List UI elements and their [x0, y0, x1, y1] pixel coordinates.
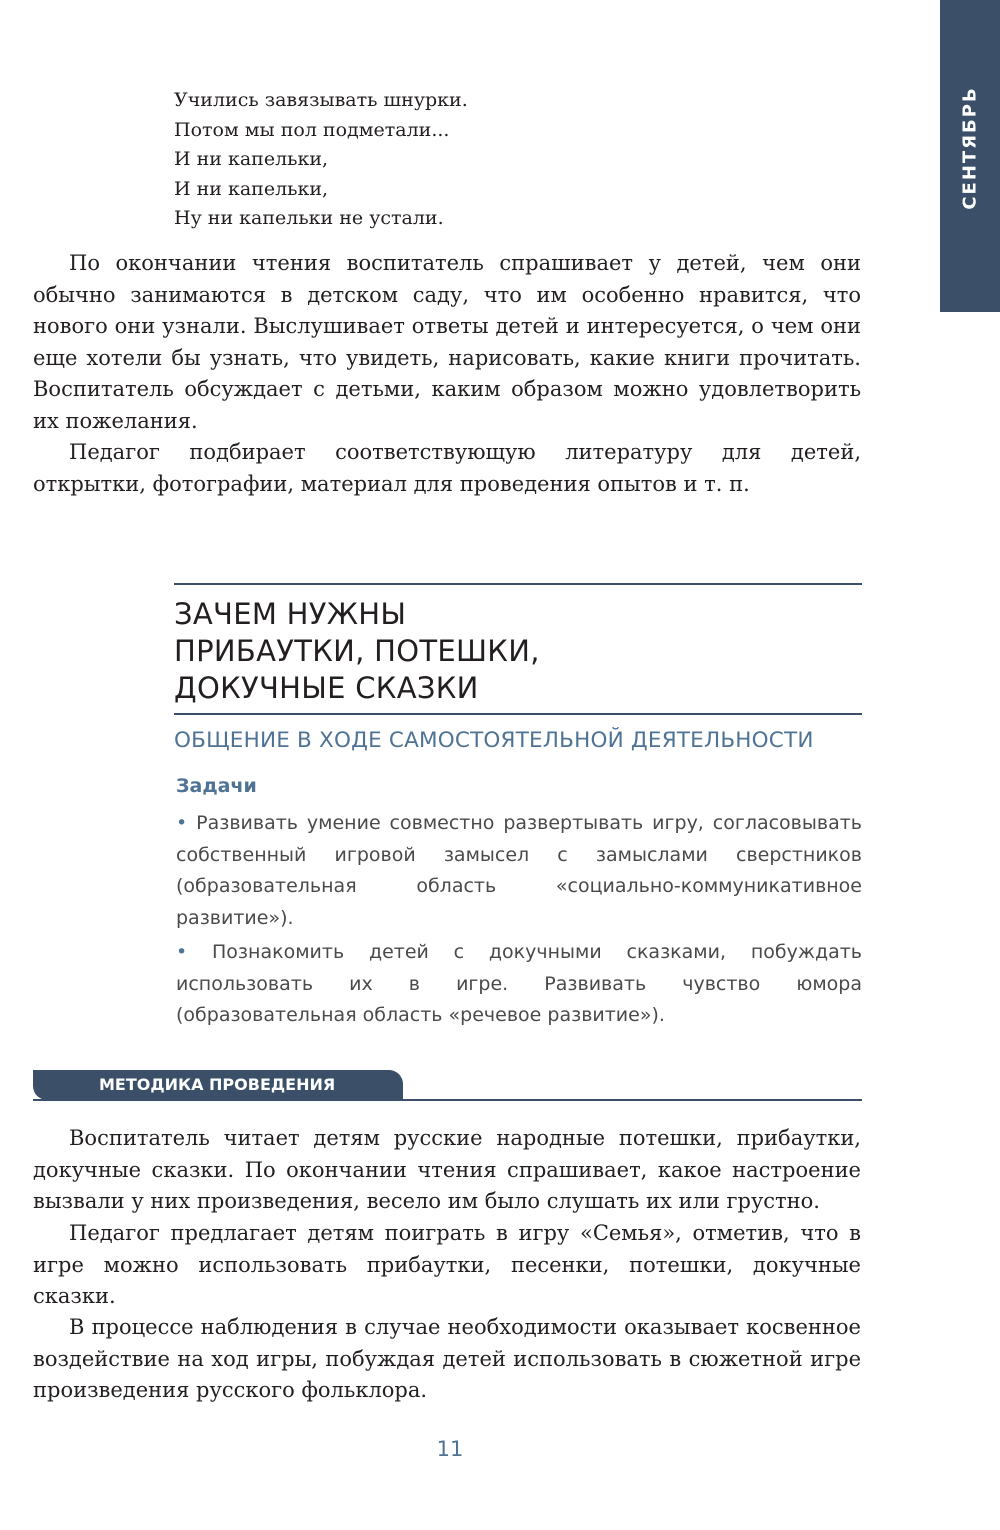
section-title-line: ДОКУЧНЫЕ СКАЗКИ — [174, 671, 479, 705]
section-title-line: ЗАЧЕМ НУЖНЫ — [174, 597, 407, 631]
poem-line: И ни капельки, — [174, 177, 329, 200]
method-heading-bar — [33, 1070, 403, 1100]
section-title-line: ПРИБАУТКИ, ПОТЕШКИ, — [174, 634, 540, 668]
section-subtitle: ОБЩЕНИЕ В ХОДЕ САМОСТОЯТЕЛЬНОЙ ДЕЯТЕЛЬНОСТИ — [174, 728, 814, 753]
method-paragraph: Педагог предлагает детям поиграть в игру «Семья», отметив, что в игре можно использовать прибаутки, песенки, потешки, докучные сказки. — [33, 1221, 861, 1308]
poem-line: Потом мы пол подметали... — [174, 118, 450, 141]
month-tab-label-wrap — [940, 0, 1000, 312]
page-number: 11 — [436, 1437, 464, 1461]
task-text: Развивать умение совместно развертывать игру, согласовывать собственный игровой замысел с замыслами сверстников (образовательная область «социально-коммуникативное развитие»). — [176, 812, 862, 929]
method-paragraph: Воспитатель читает детям русские народные потешки, прибаутки, докучные сказки. По окончании чтения спрашивает, какое настроение вызвали у них произведения, весело им было слушать их или грустно. — [33, 1126, 861, 1213]
task-text: Познакомить детей с докучными сказками, побуждать использовать их в игре. Развивать чувство юмора (образовательная область «речевое развитие»). — [176, 941, 862, 1026]
month-tab — [940, 0, 1000, 312]
section-title — [174, 596, 862, 707]
method-paragraph: В процессе наблюдения в случае необходимости оказывает косвенное воздействие на ход игры, побуждая детей использовать в сюжетной игре произведения русского фольклора. — [33, 1315, 861, 1402]
bullet-icon: • — [176, 941, 188, 963]
section-top-rule — [174, 583, 862, 585]
tasks-heading: Задачи — [176, 775, 257, 797]
poem-line: И ни капельки, — [174, 148, 329, 170]
poem — [174, 86, 468, 234]
method-heading-rule — [33, 1099, 862, 1101]
intro-paragraph: Педагог подбирает соответствующую литературу для детей, открытки, фотографии, материал для проведения опытов и т. п. — [33, 440, 861, 496]
task-item — [176, 937, 862, 1032]
poem-line: Учились завязывать шнурки. — [174, 89, 468, 111]
intro-paragraph: По окончании чтения воспитатель спрашивает у детей, чем они обычно занимаются в детском саду, что им особенно нравится, что нового они узнали. Выслушивает ответы детей и интересуется, о чем они еще хотели бы узнать, что увидеть, нарисовать, какие книги прочитать. Воспитатель обсуждает с детьми, каким образом можно удовлетворить их пожелания. — [33, 251, 861, 433]
bullet-icon: • — [176, 812, 188, 834]
poem-line: Ну ни капельки не устали. — [174, 207, 444, 229]
task-item — [176, 808, 862, 934]
method-heading: МЕТОДИКА ПРОВЕДЕНИЯ — [99, 1075, 336, 1094]
month-tab-label: СЕНТЯБРЬ — [959, 86, 981, 210]
section-title-rule — [174, 713, 862, 715]
